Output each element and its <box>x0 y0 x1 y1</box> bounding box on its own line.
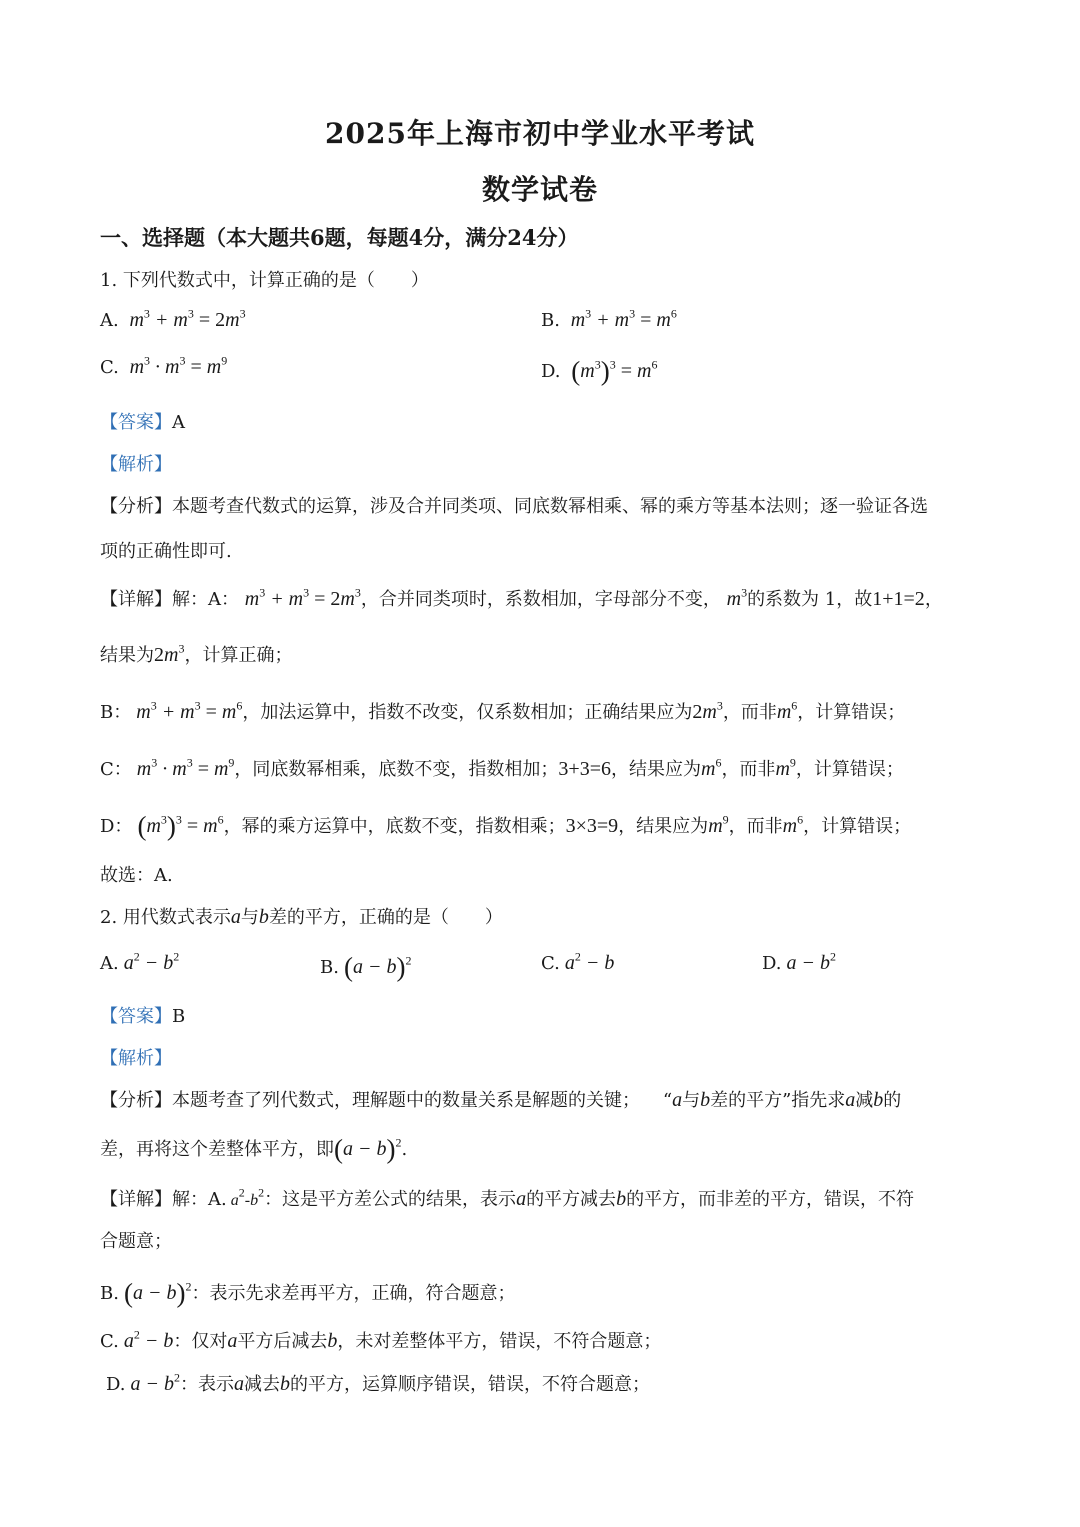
q2-option-c: C. $a^2 - b$ <box>541 949 615 974</box>
q2-analysis-line1: 【分析】本题考查了列代数式，理解题中的数量关系是解题的关键； “a与b差的平方”指先求a减b的 <box>100 1089 902 1111</box>
q1-option-c: C. $m^3 \cdot m^3 = m^9$ <box>100 353 228 378</box>
q1-option-b-formula: $m^3 + m^3 = m^6$ <box>565 306 677 331</box>
q2-detail-a-line2: 合题意； <box>100 1231 172 1252</box>
q1-detail-line1: 【详解】解：A： $m^3 + m^3 = 2m^3$，合并同类项时，系数相加，字母部分不变， $m^3$的系数为 1，故1+1=2， <box>100 585 943 610</box>
q2-detail-a: 【详解】解：A. $a^2-b^2$：这是平方差公式的结果，表示a的平方减去b的平方，而非差的平方，错误，不符 <box>100 1185 915 1210</box>
q2-answer: 【答案】B <box>100 1006 186 1027</box>
q1-answer: 【答案】A <box>100 412 185 433</box>
q2-detail-d: D. $a - b^2$：表示a减去b的平方，运算顺序错误，错误，不符合题意； <box>106 1370 651 1395</box>
q1-analysis-line1: 【分析】本题考查代数式的运算，涉及合并同类项、同底数幂相乘、幂的乘方等基本法则；逐一验证各选 <box>100 496 928 517</box>
q1-detail-c: C： $m^3 \cdot m^3 = m^9$，同底数幂相乘，底数不变，指数相加；3+3=6，结果应为$m^6$，而非$m^9$，计算错误； <box>100 755 904 780</box>
page-subtitle: 数学试卷 <box>481 173 598 206</box>
q1-option-a: A. $m^3 + m^3 = 2m^3$ <box>100 306 246 331</box>
q1-analysis-tag: 【解析】 <box>100 454 172 475</box>
q2-analysis-tag: 【解析】 <box>100 1048 172 1069</box>
q1-detail-line2: 结果为$2m^3$，计算正确； <box>100 641 293 666</box>
section-heading: 一、选择题（本大题共6题，每题4分，满分24分） <box>100 225 579 250</box>
answer-tag: 【答案】 <box>100 412 172 433</box>
q2-detail-b: B. $(a - b)^2$：表示先求差再平方，正确，符合题意； <box>100 1278 516 1308</box>
q2-option-d: D. $a - b^2$ <box>762 949 837 974</box>
q1-option-d: D. $(m^3)^3 = m^6$ <box>541 356 658 386</box>
q1-analysis-line2: 项的正确性即可. <box>100 541 232 562</box>
q1-detail-d: D： $(m^3)^3 = m^6$，幂的乘方运算中，底数不变，指数相乘；3×3=9，结果应为$m^9$，而非$m^6$，计算错误； <box>100 811 912 841</box>
q2-option-b: B. $(a - b)^2$ <box>320 952 412 982</box>
q1-option-a-formula: $m^3 + m^3 = 2m^3$ <box>124 306 246 331</box>
q2-stem: 2. 用代数式表示a与b差的平方，正确的是（ ） <box>100 906 503 928</box>
q1-option-d-formula: $(m^3)^3 = m^6$ <box>571 356 658 386</box>
q2-analysis-line2: 差，再将这个差整体平方，即$(a - b)^2$. <box>100 1134 408 1164</box>
q2-detail-c: C. $a^2 - b$：仅对a平方后减去b，未对差整体平方，错误，不符合题意； <box>100 1327 662 1352</box>
q1-stem: 1. 下列代数式中，计算正确的是（ ） <box>100 270 429 291</box>
page-title: 2025年上海市初中学业水平考试 <box>325 117 755 150</box>
q2-option-a: A. $a^2 - b^2$ <box>100 949 180 974</box>
q1-option-c-formula: $m^3 \cdot m^3 = m^9$ <box>124 353 228 378</box>
q1-option-b: B. $m^3 + m^3 = m^6$ <box>541 306 677 331</box>
q1-detail-b: B： $m^3 + m^3 = m^6$，加法运算中，指数不改变，仅系数相加；正确结果应为$2m^3$，而非$m^6$，计算错误； <box>100 698 906 723</box>
q1-conclusion: 故选：A. <box>100 865 173 886</box>
